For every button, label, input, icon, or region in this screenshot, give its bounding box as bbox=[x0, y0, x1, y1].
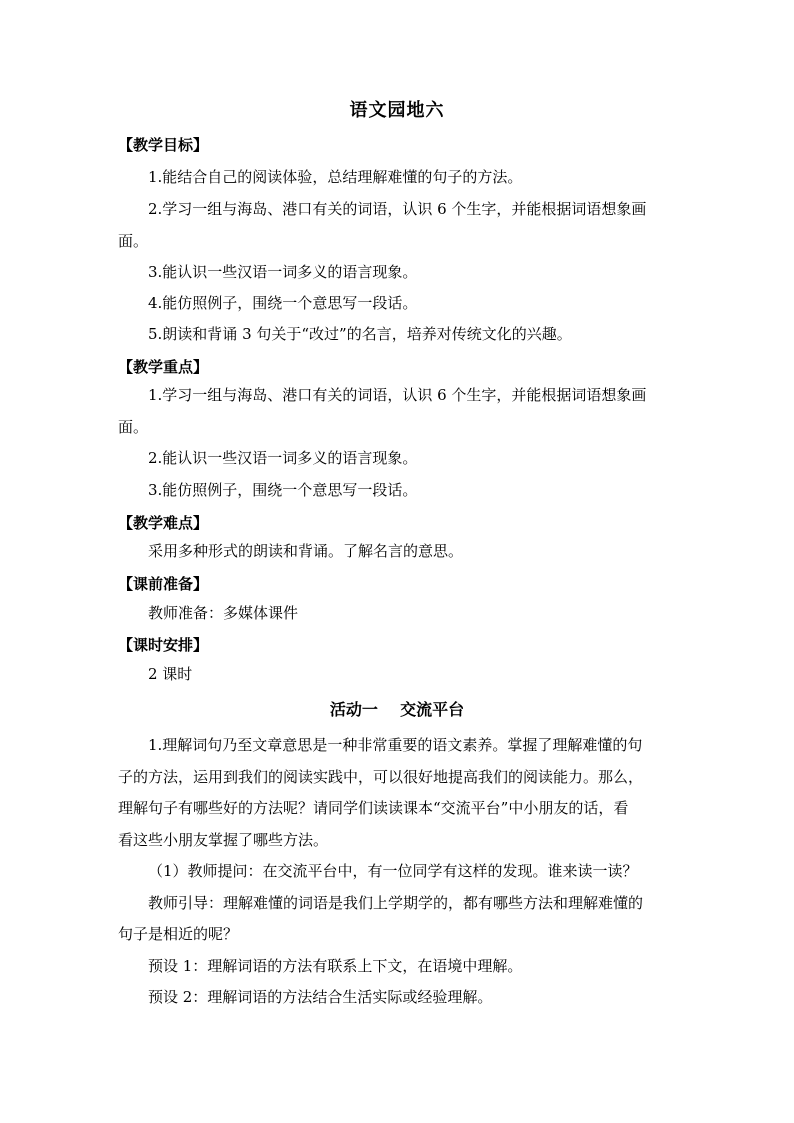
goal-line-2-cont: 面。 bbox=[118, 232, 149, 250]
heading-schedule: 【课时安排】 bbox=[118, 636, 209, 654]
prep-line-1: 教师准备：多媒体课件 bbox=[148, 604, 299, 622]
activity-para-1: 1.理解词句乃至文章意思是一种非常重要的语文素养。掌握了理解难懂的句 bbox=[148, 736, 643, 754]
activity-para-8: 预设 1：理解词语的方法有联系上下文，在语境中理解。 bbox=[148, 957, 523, 975]
activity-para-7: 句子是相近的呢？ bbox=[118, 925, 239, 943]
heading-prep: 【课前准备】 bbox=[118, 575, 209, 593]
activity-para-3: 理解句子有哪些好的方法呢？请同学们读读课本“交流平台”中小朋友的话，看 bbox=[118, 799, 629, 817]
heading-key: 【教学重点】 bbox=[118, 358, 209, 376]
heading-difficulty: 【教学难点】 bbox=[118, 514, 209, 532]
key-line-1: 1.学习一组与海岛、港口有关的词语，认识 6 个生字，并能根据词语想象画 bbox=[148, 386, 647, 404]
activity-para-6: 教师引导：理解难懂的词语是我们上学期学的，都有哪些方法和理解难懂的 bbox=[148, 894, 644, 912]
key-line-1-cont: 面。 bbox=[118, 418, 149, 436]
key-line-3: 3.能仿照例子，围绕一个意思写一段话。 bbox=[148, 481, 418, 499]
activity-title: 活动一 交流平台 bbox=[329, 700, 465, 719]
activity-para-2: 子的方法，运用到我们的阅读实践中，可以很好地提高我们的阅读能力。那么， bbox=[118, 768, 644, 786]
goal-line-5: 5.朗读和背诵 3 句关于“改过”的名言，培养对传统文化的兴趣。 bbox=[148, 325, 572, 343]
goal-line-3: 3.能认识一些汉语一词多义的语言现象。 bbox=[148, 263, 418, 281]
document-title: 语文园地六 bbox=[349, 100, 445, 121]
goal-line-2: 2.学习一组与海岛、港口有关的词语，认识 6 个生字，并能根据词语想象画 bbox=[148, 200, 647, 218]
goal-line-4: 4.能仿照例子，围绕一个意思写一段话。 bbox=[148, 294, 418, 312]
heading-goals: 【教学目标】 bbox=[118, 136, 209, 154]
activity-para-9: 预设 2：理解词语的方法结合生活实际或经验理解。 bbox=[148, 988, 493, 1006]
schedule-line-1: 2 课时 bbox=[148, 665, 193, 683]
activity-para-4: 看这些小朋友掌握了哪些方法。 bbox=[118, 831, 329, 849]
goal-line-1: 1.能结合自己的阅读体验，总结理解难懂的句子的方法。 bbox=[148, 168, 523, 186]
activity-para-5: （1）教师提问：在交流平台中，有一位同学有这样的发现。谁来读一读？ bbox=[148, 862, 638, 880]
key-line-2: 2.能认识一些汉语一词多义的语言现象。 bbox=[148, 449, 418, 467]
difficulty-line-1: 采用多种形式的朗读和背诵。了解名言的意思。 bbox=[148, 542, 464, 560]
